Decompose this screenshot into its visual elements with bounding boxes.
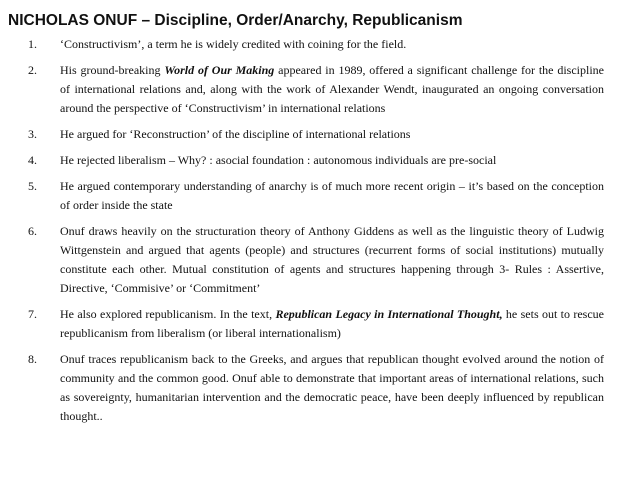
list-item [8, 350, 604, 426]
item-text: He argued for ‘Reconstruction’ of the discipline of international relations [60, 127, 411, 141]
item-number: 4. [28, 153, 37, 167]
list-item [8, 177, 604, 215]
list-item [8, 305, 604, 343]
slide-title: NICHOLAS ONUF – Discipline, Order/Anarchy, Republicanism [8, 12, 463, 29]
item-number: 5. [28, 179, 37, 193]
list-item [8, 61, 604, 118]
book-title: Republican Legacy in International Thought, [275, 307, 503, 321]
list-item [8, 151, 604, 170]
item-text: He also explored republicanism. In the text, Republican Legacy in International Thought, he sets out to rescue republicanism from liberalism (or liberal internationalism) [60, 307, 605, 340]
item-text: He rejected liberalism – Why? : asocial foundation : autonomous individuals are pre-social [60, 153, 497, 167]
list-item [8, 35, 604, 54]
item-text: ‘Constructivism’, a term he is widely credited with coining for the field. [60, 37, 407, 51]
book-title: World of Our Making [164, 63, 275, 77]
numbered-list [8, 35, 604, 426]
item-number: 8. [28, 352, 37, 366]
item-number: 7. [28, 307, 37, 321]
item-text: His ground-breaking World of Our Making appeared in 1989, offered a significant challenge for the discipline of international relations and, along with the work of Alexander Wendt, inaugurated an ongoing conversation around the perspective of ‘Constructivism’ in international relations [60, 63, 604, 115]
item-number: 3. [28, 127, 37, 141]
item-number: 2. [28, 63, 37, 77]
item-text: He argued contemporary understanding of anarchy is of much more recent origin – it’s based on the conception of order inside the state [60, 179, 604, 212]
item-text: Onuf traces republicanism back to the Greeks, and argues that republican thought evolved around the notion of community and the common good. Onuf able to demonstrate that important areas of international relations, such as sovereignty, humanitarian intervention and the democratic peace, have been deeply influenced by republican thought.. [60, 352, 604, 423]
item-text: Onuf draws heavily on the structuration theory of Anthony Giddens as well as the linguistic theory of Ludwig Wittgenstein and argued that agents (people) and structures (recurrent forms of social institutions) mutually constitute each other. Mutual constitution of agents and structures happening through 3- Rules : Assertive, Directive, ‘Commisive’ or ‘Commitment’ [60, 224, 604, 295]
item-number: 1. [28, 37, 37, 51]
list-item [8, 125, 604, 144]
list-item [8, 222, 604, 298]
item-number: 6. [28, 224, 37, 238]
